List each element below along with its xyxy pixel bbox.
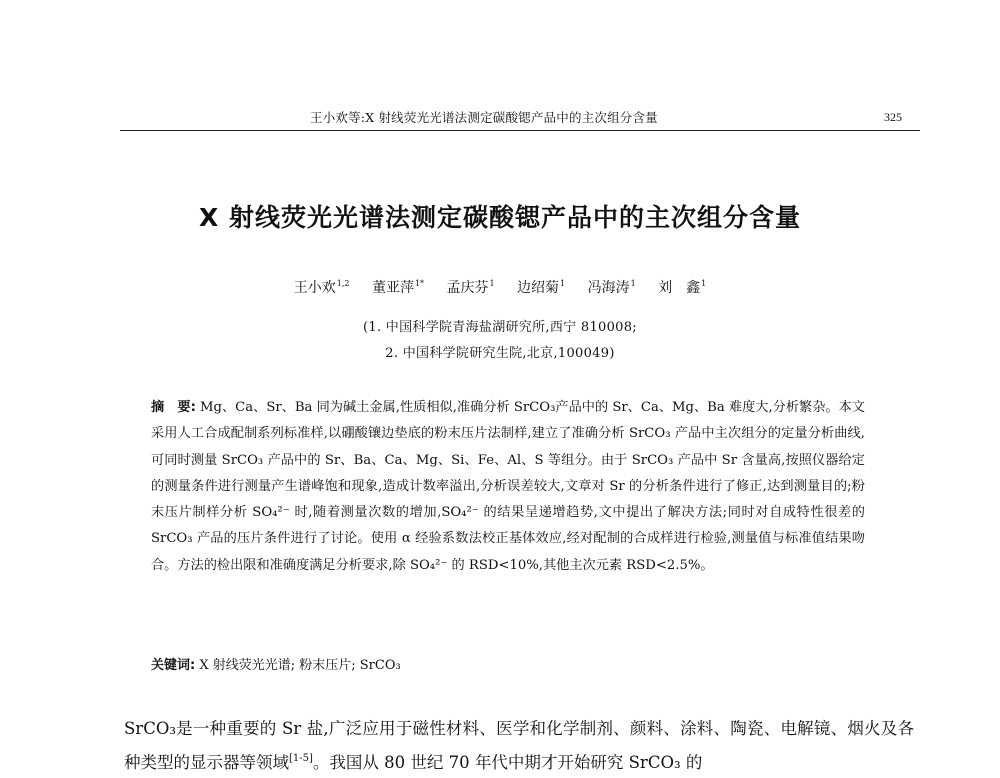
body-paragraph [124, 714, 914, 778]
abstract [151, 395, 865, 579]
author: 边绍菊$^1$ [517, 279, 566, 296]
running-title: 王小欢等:X 射线荧光光谱法测定碳酸锶产品中的主次组分含量 [310, 110, 658, 125]
body-text-start: SrCO₃是一种重要的 Sr 盐,广泛应用于磁性材料、医学和化学制剂、颜料、涂料、陶瓷、电解镜、烟火及各种类型的显示器等领域 [124, 719, 914, 772]
author: 孟庆芬$^1$ [446, 279, 495, 296]
affiliation-1: (1. 中国科学院青海盐湖研究所,西宁 810008; [363, 320, 637, 335]
body-text-cont: 。我国从 80 世纪 70 年代中期才开始研究 SrCO₃ 的 [312, 753, 703, 772]
paper-title: X 射线荧光光谱法测定碳酸锶产品中的主次组分含量 [199, 203, 801, 232]
affiliation-2: 2. 中国科学院研究生院,北京,100049) [385, 346, 615, 361]
header-rule [120, 130, 920, 131]
keywords [151, 654, 865, 673]
keywords-text: X 射线荧光光谱; 粉末压片; SrCO₃ [199, 658, 401, 673]
abstract-label: 摘 要: [151, 400, 196, 415]
author: 冯海涛$^1$ [587, 279, 636, 296]
author: 王小欢$^{1,2}$ [293, 279, 350, 296]
running-header [120, 104, 920, 130]
abstract-text: Mg、Ca、Sr、Ba 同为碱土金属,性质相似,准确分析 SrCO₃产品中的 Sr、Ca、Mg、Ba 难度大,分析繁杂。本文采用人工合成配制系列标准样,以硼酸镶边垫底的粉末压片法制样,建立了准确分析 SrCO₃ 产品中主次组分的定量分析曲线,可同时测量 SrCO₃ 产品中的 Sr、Ba、Ca、Mg、Si、Fe、Al、S 等组分。由于 SrCO₃ 产品中 Sr 含量高,按照仪器给定的测量条件进行测量产生谱峰饱和现象,造成计数率溢出,分析误差较大,文章对 Sr 的分析条件进行了修正,达到测量目的;粉末压片制样分析 SO₄²⁻ 时,随着测量次数的增加,SO₄²⁻ 的结果呈递增趋势,文中提出了解决方法;同时对自成特性很差的 SrCO₃ 产品的压片条件进行了讨论。使用 α 经验系数法校正基体效应,经对配制的合成样进行检验,测量值与标准值结果吻合。方法的检出限和准确度满足分析要求,除 SO₄²⁻ 的 RSD<10%,其他主次元素 RSD<2.5%。 [151, 400, 865, 573]
author-list [0, 277, 1000, 297]
citation[interactable]: [1-5] [289, 753, 313, 764]
author: 刘 鑫$^1$ [658, 279, 707, 296]
page-number: 325 [884, 110, 902, 124]
keywords-label: 关键词: [151, 658, 196, 673]
author: 董亚萍$^{1*}$ [371, 279, 425, 296]
